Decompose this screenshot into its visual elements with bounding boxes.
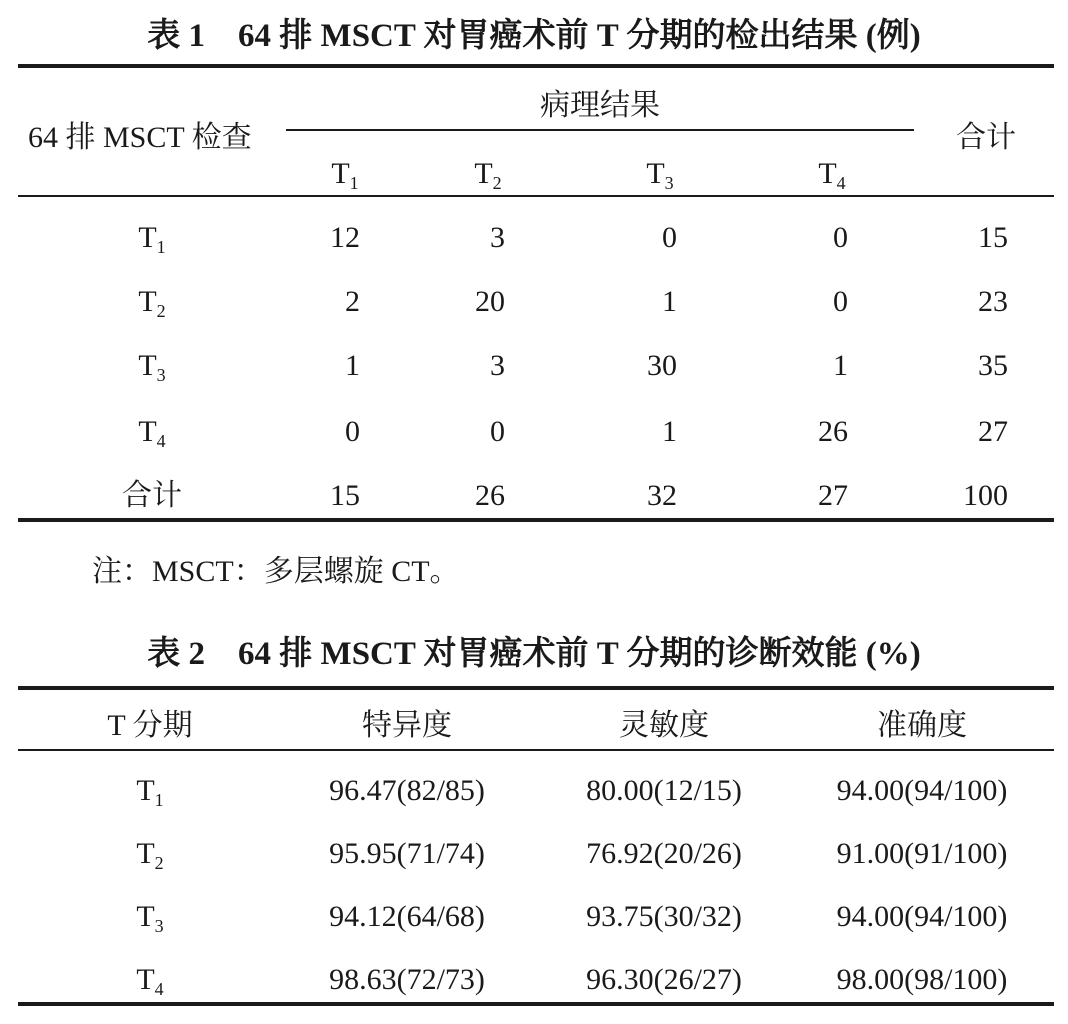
table1-total-row-label: 合计: [122, 479, 182, 512]
table1-cell: 0: [833, 221, 848, 254]
table2-row-label-t1: $T_1$: [136, 774, 164, 810]
table2-bottom-rule: [18, 1002, 1054, 1006]
table1-cell: 2: [345, 285, 360, 318]
table1-group-header: 病理结果: [540, 89, 660, 122]
table1-row-total: 23: [978, 285, 1008, 318]
table1-row-label-t1: $T_1$: [138, 221, 166, 257]
table2-cell: 96.47(82/85): [329, 774, 485, 807]
table2-row-label-t3: $T_3$: [136, 900, 164, 936]
table1-cell: 0: [662, 221, 677, 254]
table1-note: 注：MSCT：多层螺旋 CT。: [92, 555, 460, 588]
table1-cell: 30: [647, 349, 677, 382]
table1-row-header: 64 排 MSCT 检查: [28, 121, 252, 154]
table2-row-label-t4: $T_4$: [136, 963, 164, 999]
table1-cell: 0: [345, 415, 360, 448]
table1-row-total: 15: [978, 221, 1008, 254]
table2-cell: 95.95(71/74): [329, 837, 485, 870]
table2-cell: 91.00(91/100): [836, 837, 1008, 870]
table2-top-rule: [18, 686, 1054, 690]
table2-header-stage: T 分期: [107, 709, 193, 742]
table2-header-accuracy: 准确度: [877, 709, 967, 742]
table2-caption: 表 2 64 排 MSCT 对胃癌术前 T 分期的诊断效能 (%): [147, 636, 921, 672]
table1-bottom-rule: [18, 518, 1054, 522]
table1-cell: 1: [662, 285, 677, 318]
table2-header-sensitivity: 灵敏度: [619, 709, 709, 742]
table1-cell: 1: [833, 349, 848, 382]
table1-group-rule: [286, 129, 914, 131]
table1-cell: 1: [345, 349, 360, 382]
table1-header-rule: [18, 195, 1054, 197]
table1-cell: 26: [818, 415, 848, 448]
table1-cell: 20: [475, 285, 505, 318]
table1-row-total: 27: [978, 415, 1008, 448]
table2-row-label-t2: $T_2$: [136, 837, 164, 873]
table2-cell: 80.00(12/15): [586, 774, 742, 807]
table1-caption: 表 1 64 排 MSCT 对胃癌术前 T 分期的检出结果 (例): [147, 18, 921, 54]
table1-row-label-t4: $T_4$: [138, 415, 166, 451]
table2-cell: 76.92(20/26): [586, 837, 742, 870]
table1-cell: 0: [490, 415, 505, 448]
table2-cell: 98.00(98/100): [836, 963, 1008, 996]
table2-cell: 94.00(94/100): [836, 774, 1008, 807]
table1-col-header-t4: $T_4$: [818, 157, 846, 193]
table1-col-header-t2: $T_2$: [474, 157, 502, 193]
table2-cell: 96.30(26/27): [586, 963, 742, 996]
table1-row-total: 35: [978, 349, 1008, 382]
table1-total-header: 合计: [956, 121, 1016, 154]
table1-cell: 32: [647, 479, 677, 512]
table1-cell: 12: [330, 221, 360, 254]
table2-cell: 93.75(30/32): [586, 900, 742, 933]
table2-cell: 98.63(72/73): [329, 963, 485, 996]
table1-row-label-t2: $T_2$: [138, 285, 166, 321]
table1-cell: 3: [490, 349, 505, 382]
table1-cell: 26: [475, 479, 505, 512]
table1-grand-total: 100: [963, 479, 1008, 512]
table2-cell: 94.12(64/68): [329, 900, 485, 933]
table1-cell: 15: [330, 479, 360, 512]
table1-top-rule: [18, 64, 1054, 68]
table1-col-header-t1: $T_1$: [331, 157, 359, 193]
table1-cell: 0: [833, 285, 848, 318]
table1-cell: 1: [662, 415, 677, 448]
table1-cell: 3: [490, 221, 505, 254]
table1-col-header-t3: $T_3$: [646, 157, 674, 193]
table1-row-label-t3: $T_3$: [138, 349, 166, 385]
table1-cell: 27: [818, 479, 848, 512]
table2-cell: 94.00(94/100): [836, 900, 1008, 933]
table2-header-specificity: 特异度: [362, 709, 452, 742]
table2-header-rule: [18, 749, 1054, 751]
